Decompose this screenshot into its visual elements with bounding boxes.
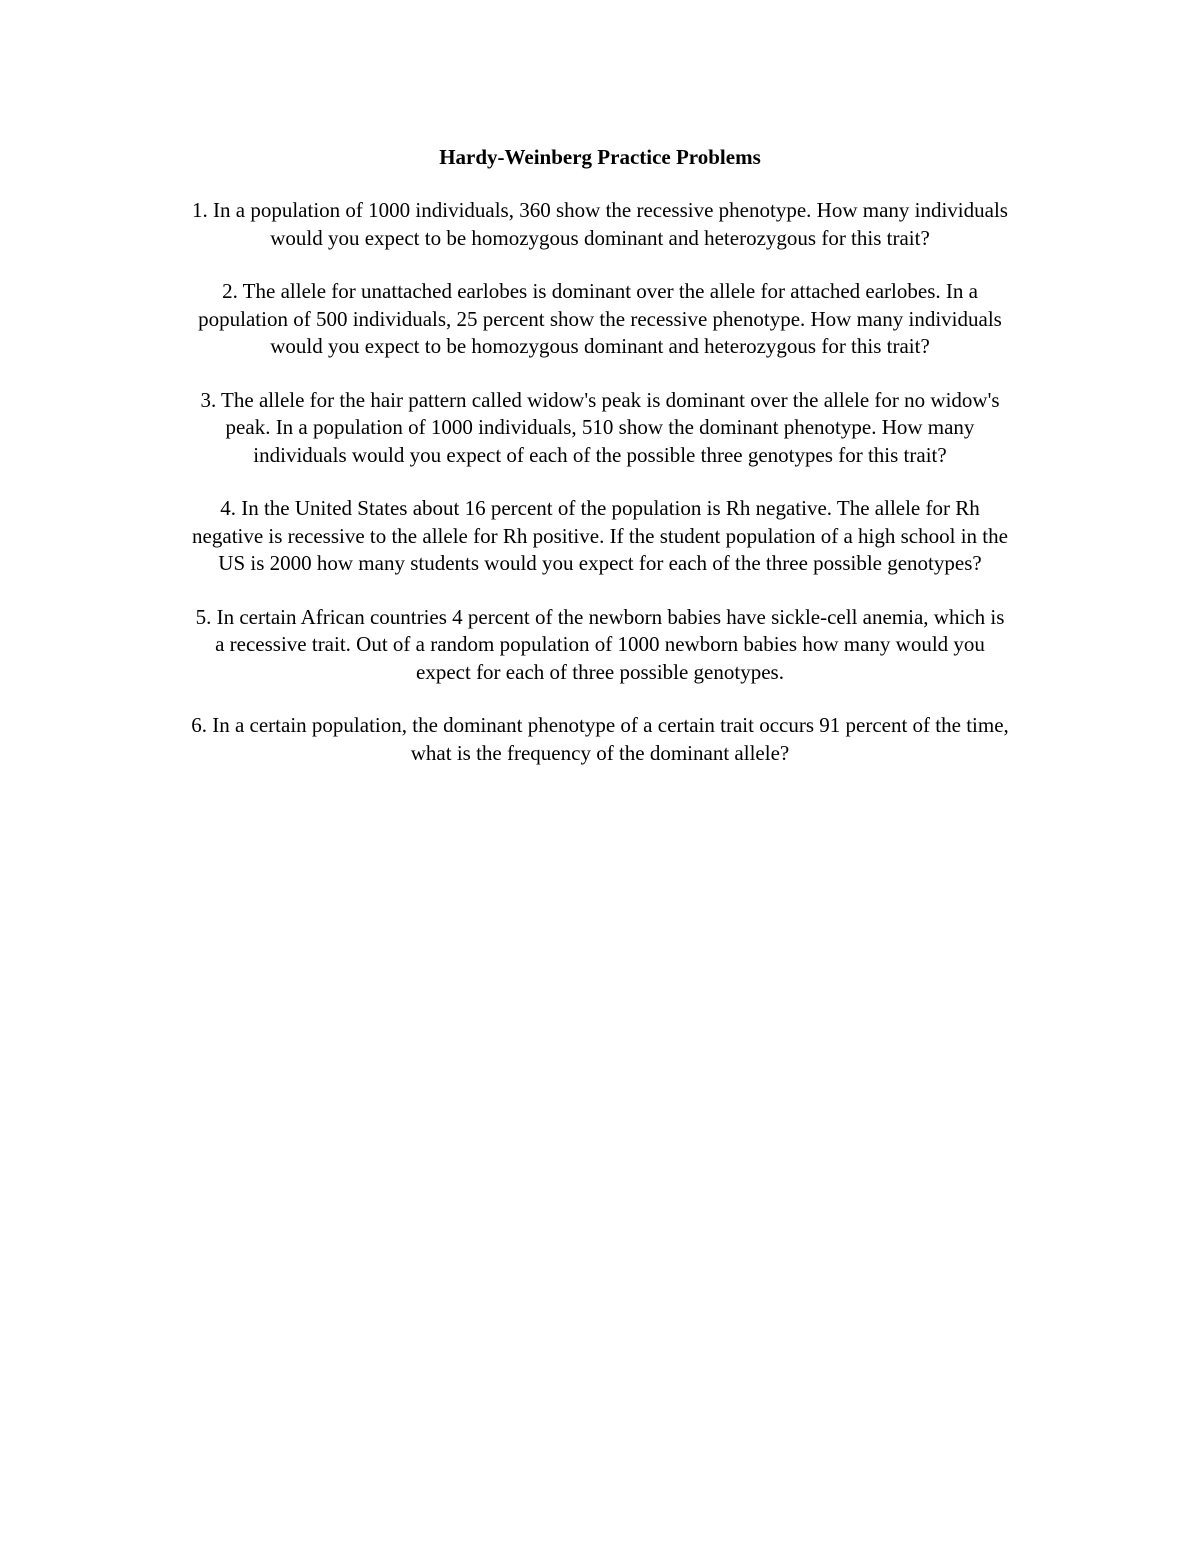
- problem-6: [130, 712, 1070, 767]
- problem-6-line-1: 6. In a certain population, the dominant phenotype of a certain trait occurs 91 percent of the time,: [191, 713, 1009, 737]
- problem-1-line-1: 1. In a population of 1000 individuals, 360 show the recessive phenotype. How many individuals: [192, 198, 1008, 222]
- problem-5-line-2: a recessive trait. Out of a random population of 1000 newborn babies how many would you: [215, 632, 985, 656]
- problem-4-line-2: negative is recessive to the allele for Rh positive. If the student population of a high school in the: [192, 523, 1008, 548]
- problem-2-line-3: would you expect to be homozygous dominant and heterozygous for this trait?: [270, 334, 930, 358]
- problem-1-line-2: would you expect to be homozygous dominant and heterozygous for this trait?: [270, 225, 930, 250]
- problem-list: [130, 197, 1070, 793]
- problem-5-line-3: expect for each of three possible genotypes.: [416, 659, 784, 684]
- problem-3-line-2: peak. In a population of 1000 individuals, 510 show the dominant phenotype. How many: [225, 415, 975, 439]
- problem-3-line-1: 3. The allele for the hair pattern called widow's peak is dominant over the allele for no widow's: [200, 387, 1000, 412]
- problem-4-line-3: US is 2000 how many students would you expect for each of the three possible genotypes?: [218, 551, 982, 575]
- problem-1: [130, 197, 1070, 252]
- problem-6-line-2: what is the frequency of the dominant allele?: [410, 740, 790, 765]
- problem-3-line-3: individuals would you expect of each of the possible three genotypes for this trait?: [253, 442, 947, 467]
- problem-5: [130, 604, 1070, 687]
- problem-4: [130, 495, 1070, 578]
- problem-2: [130, 278, 1070, 361]
- problem-2-line-1: 2. The allele for unattached earlobes is dominant over the allele for attached earlobes. In a: [222, 279, 978, 303]
- problem-3: [130, 387, 1070, 470]
- problem-4-line-1: 4. In the United States about 16 percent of the population is Rh negative. The allele for Rh: [220, 496, 980, 520]
- problem-2-line-2: population of 500 individuals, 25 percent show the recessive phenotype. How many individuals: [198, 306, 1002, 331]
- problem-5-line-1: 5. In certain African countries 4 percent of the newborn babies have sickle-cell anemia, which is: [195, 604, 1005, 629]
- document-title: Hardy-Weinberg Practice Problems: [439, 145, 761, 169]
